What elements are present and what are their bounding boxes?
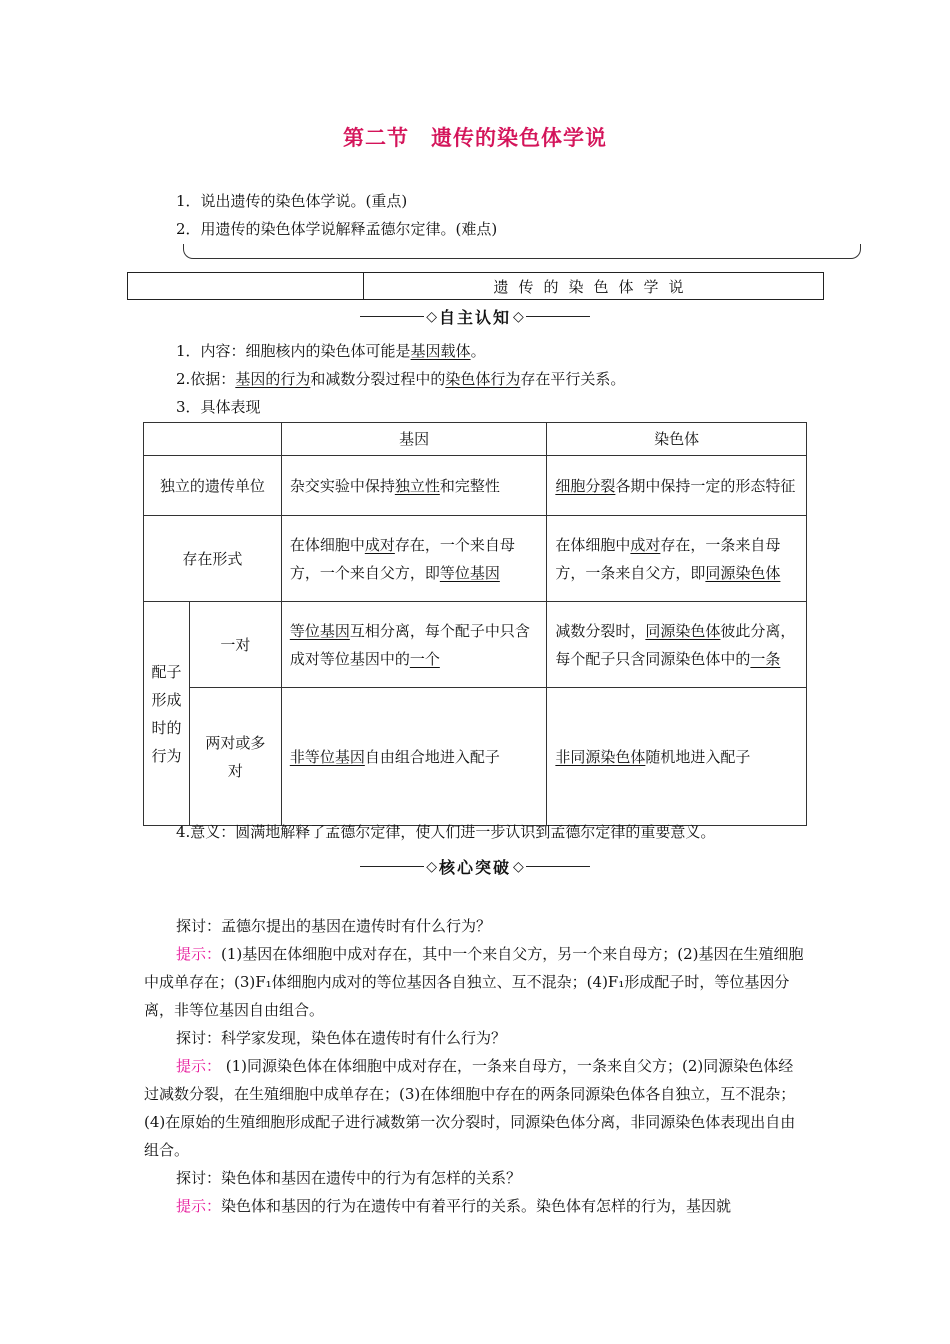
hint-label: 提示： bbox=[176, 945, 222, 963]
table-cell: 减数分裂时，同源染色体彼此分离，每个配子只含同源染色体中的一条 bbox=[547, 602, 807, 688]
section-heading-text: 核心突破 bbox=[438, 858, 511, 877]
section-heading-self-study: ◇ 自主认知 ◇ bbox=[0, 305, 950, 328]
table-cell: 在体细胞中成对存在，一条来自母方，一条来自父方，即同源染色体 bbox=[547, 516, 807, 602]
topic-header-label: 遗传的染色体学说 bbox=[493, 278, 694, 296]
objective-2: 2．用遗传的染色体学说解释孟德尔定律。(难点) bbox=[176, 220, 498, 238]
row-sublabel: 一对 bbox=[189, 602, 281, 688]
section-name: 遗传的染色体学说 bbox=[431, 126, 607, 150]
objectives-brace bbox=[183, 244, 861, 259]
item-4: 4.意义：圆满地解释了孟德尔定律，使人们进一步认识到孟德尔定律的重要意义。 bbox=[176, 823, 716, 841]
table-row bbox=[144, 516, 807, 602]
question-1: 探讨：孟德尔提出的基因在遗传时有什么行为？ bbox=[176, 917, 492, 935]
item-2: 2.依据：基因的行为和减数分裂过程中的染色体行为存在平行关系。 bbox=[176, 370, 626, 388]
table-cell: 非同源染色体随机地进入配子 bbox=[547, 688, 807, 826]
discussion bbox=[144, 912, 808, 1220]
table-row bbox=[144, 456, 807, 516]
item-1: 1．内容：细胞核内的染色体可能是基因载体。 bbox=[176, 342, 486, 360]
table-cell: 非等位基因自由组合地进入配子 bbox=[281, 688, 547, 826]
hint-label: 提示： bbox=[176, 1197, 222, 1215]
objective-1: 1．说出遗传的染色体学说。(重点) bbox=[176, 192, 408, 210]
header-chromosome: 染色体 bbox=[547, 423, 807, 456]
item-3: 3．具体表现 bbox=[176, 398, 261, 416]
table-row bbox=[144, 423, 807, 456]
table-cell: 等位基因互相分离，每个配子中只含成对等位基因中的一个 bbox=[281, 602, 547, 688]
question-2: 探讨：科学家发现，染色体在遗传时有什么行为？ bbox=[176, 1029, 507, 1047]
table-row bbox=[144, 688, 807, 826]
row-group-label: 配子形成时的行为 bbox=[144, 602, 190, 826]
row-sublabel: 两对或多对 bbox=[189, 688, 281, 826]
table-cell: 细胞分裂各期中保持一定的形态特征 bbox=[547, 456, 807, 516]
header-gene: 基因 bbox=[281, 423, 547, 456]
page-title bbox=[0, 122, 950, 152]
comparison-table bbox=[143, 422, 807, 826]
section-heading-core: ◇ 核心突破 ◇ bbox=[0, 855, 950, 878]
row-label: 独立的遗传单位 bbox=[144, 456, 282, 516]
table-cell: 在体细胞中成对存在，一个来自母方，一个来自父方，即等位基因 bbox=[281, 516, 547, 602]
section-heading-text: 自主认知 bbox=[438, 308, 511, 327]
question-3: 探讨：染色体和基因在遗传中的行为有怎样的关系？ bbox=[176, 1169, 522, 1187]
answer-2: 提示： (1)同源染色体在体细胞中成对存在，一条来自母方，一条来自父方；(2)同源染色体经过减数分裂，在生殖细胞中成单存在；(3)在体细胞中存在的两条同源染色体各自独立，互不混杂；(4)在原始的生殖细胞形成配子进行减数第一次分裂时，同源染色体分离，非同源染色体表现出自由组合。 bbox=[144, 1057, 796, 1159]
table-row bbox=[144, 602, 807, 688]
answer-3: 提示：染色体和基因的行为在遗传中有着平行的关系。染色体有怎样的行为，基因就 bbox=[176, 1197, 732, 1215]
row-label: 存在形式 bbox=[144, 516, 282, 602]
topic-header-box bbox=[127, 272, 824, 300]
answer-1: 提示：(1)基因在体细胞中成对存在，其中一个来自父方，另一个来自母方；(2)基因在生殖细胞中成单存在；(3)F₁体细胞内成对的等位基因各自独立、互不混杂；(4)F₁形成配子时，等位基因分离，非等位基因自由组合。 bbox=[144, 945, 804, 1019]
section-number: 第二节 bbox=[343, 126, 409, 150]
hint-label: 提示： bbox=[176, 1057, 222, 1075]
table-cell: 杂交实验中保持独立性和完整性 bbox=[281, 456, 547, 516]
